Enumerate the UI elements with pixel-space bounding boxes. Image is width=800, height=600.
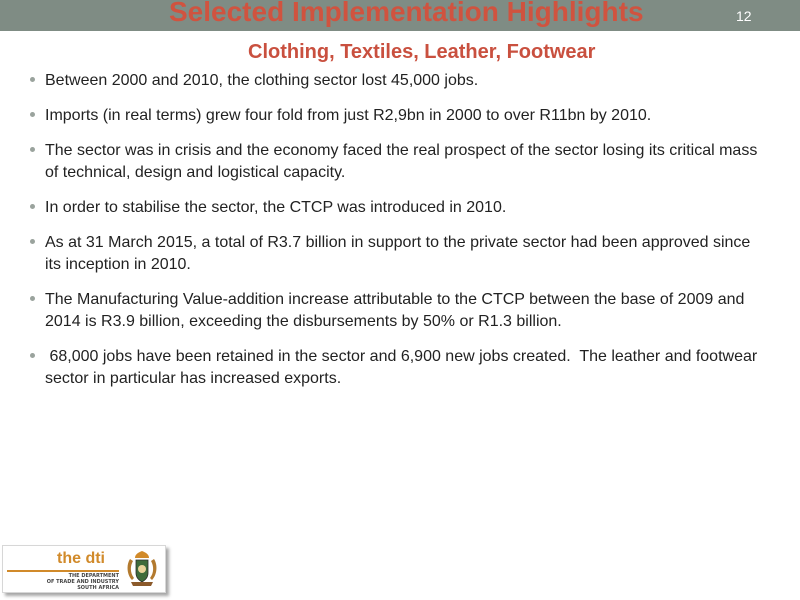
bullet-item	[30, 346, 770, 390]
dti-logo	[2, 545, 166, 593]
bullet-item	[30, 140, 770, 184]
bullet-dot-icon	[30, 77, 35, 82]
bullet-text: Between 2000 and 2010, the clothing sector lost 45,000 jobs.	[45, 72, 479, 89]
bullet-item	[30, 105, 770, 127]
bullet-text: 68,000 jobs have been retained in the sector and 6,900 new jobs created. The leather and footwear sector in particular has increased exports.	[45, 348, 762, 387]
logo-line-3: SOUTH AFRICA	[77, 585, 119, 591]
bullet-text: As at 31 March 2015, a total of R3.7 billion in support to the private sector had been approved since its inception in 2010.	[45, 234, 755, 273]
bullet-text: The Manufacturing Value-addition increase attributable to the CTCP between the base of 2009 and 2014 is R3.9 billion, exceeding the disbursements by 50% or R1.3 billion.	[45, 291, 749, 330]
bullet-item	[30, 289, 770, 333]
logo-wordmark-dti: dti	[85, 550, 105, 567]
bullet-text: The sector was in crisis and the economy faced the real prospect of the sector losing its critical mass of technical, design and logistical capacity.	[45, 142, 762, 181]
logo-wordmark-the: the	[57, 550, 86, 567]
bullet-dot-icon	[30, 296, 35, 301]
bullet-item	[30, 197, 770, 219]
bullet-dot-icon	[30, 353, 35, 358]
bullet-item	[30, 70, 770, 92]
bullet-dot-icon	[30, 204, 35, 209]
bullet-dot-icon	[30, 239, 35, 244]
logo-line-1: THE DEPARTMENT	[68, 573, 119, 579]
coat-of-arms-icon	[123, 549, 161, 589]
logo-subtitle	[43, 573, 119, 591]
bullet-text: Imports (in real terms) grew four fold from just R2,9bn in 2000 to over R11bn by 2010.	[45, 107, 652, 124]
slide-subtitle: Clothing, Textiles, Leather, Footwear	[248, 41, 596, 63]
logo-line-2: OF TRADE AND INDUSTRY	[46, 579, 119, 585]
bullet-dot-icon	[30, 112, 35, 117]
logo-wordmark	[57, 550, 105, 568]
bullet-item	[30, 232, 770, 276]
slide-number: 12	[736, 8, 752, 24]
logo-divider	[7, 570, 119, 572]
bullet-list	[30, 70, 770, 403]
bullet-text: In order to stabilise the sector, the CTCP was introduced in 2010.	[45, 199, 507, 216]
bullet-dot-icon	[30, 147, 35, 152]
slide-title: Selected Implementation Highlights	[169, 0, 644, 27]
